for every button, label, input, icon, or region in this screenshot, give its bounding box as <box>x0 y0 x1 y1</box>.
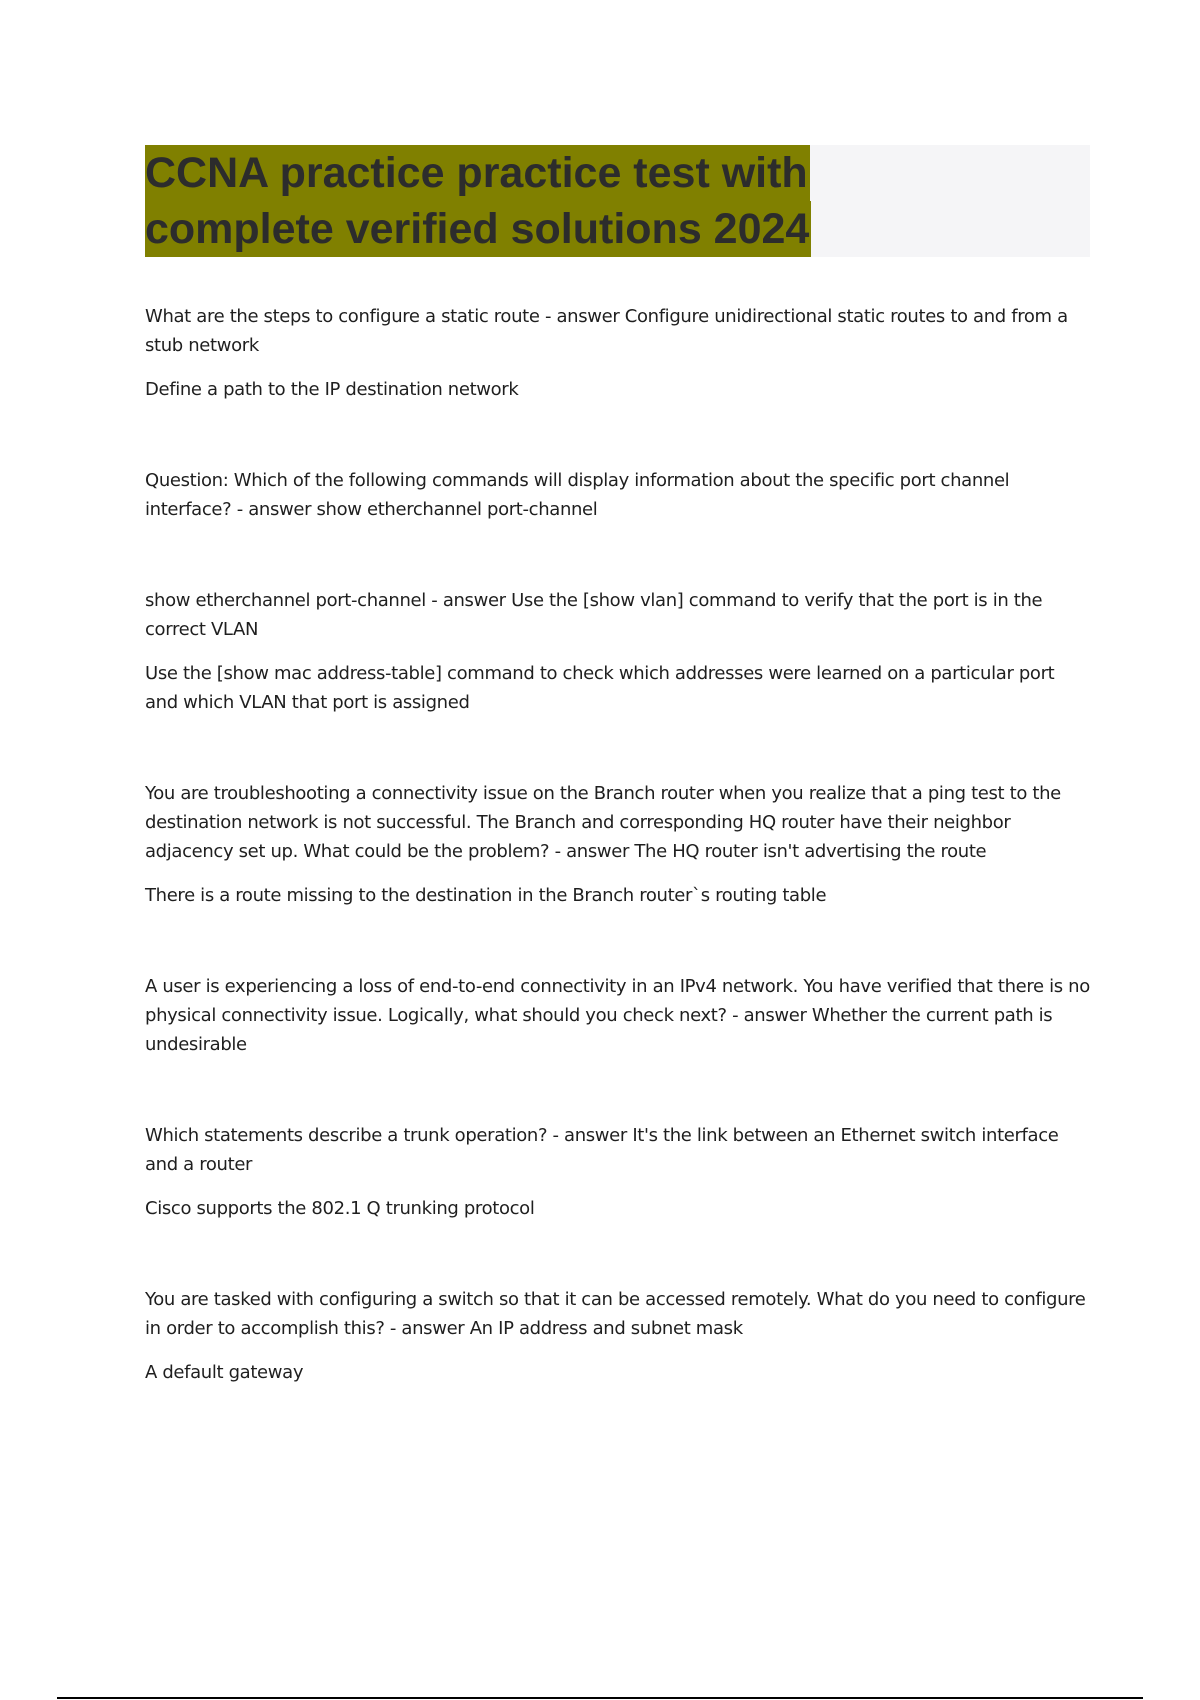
qa-answer-extra: Cisco supports the 802.1 Q trunking protocol <box>145 1198 535 1219</box>
qa-answer-extra: Define a path to the IP destination network <box>145 379 519 400</box>
qa-item <box>145 779 1090 910</box>
qa-question: You are tasked with configuring a switch so that it can be accessed remotely. What do you need to configure in order to accomplish this? - answer An IP address and subnet mask <box>145 1289 1086 1339</box>
qa-answer-extra: Use the [show mac address-table] command to check which addresses were learned on a particular port and which VLAN that port is assigned <box>145 663 1055 713</box>
qa-item <box>145 972 1090 1059</box>
qa-question: Which statements describe a trunk operation? - answer It's the link between an Ethernet switch interface and a router <box>145 1125 1059 1175</box>
footer-rule <box>57 1697 1143 1699</box>
qa-item <box>145 1121 1090 1223</box>
qa-list <box>145 302 1090 1449</box>
qa-question: Question: Which of the following commands will display information about the specific port channel interface? - answer show etherchannel port-channel <box>145 470 1010 520</box>
qa-item <box>145 586 1090 717</box>
qa-question: A user is experiencing a loss of end-to-end connectivity in an IPv4 network. You have verified that there is no physical connectivity issue. Logically, what should you check next? - answer Whether the current path is undesirable <box>145 976 1090 1055</box>
document-title <box>145 145 811 257</box>
qa-item <box>145 1285 1090 1387</box>
title-line-1: CCNA practice practice test with <box>145 145 810 201</box>
title-block <box>145 145 1090 257</box>
qa-answer-extra: There is a route missing to the destination in the Branch router`s routing table <box>145 885 827 906</box>
qa-question: show etherchannel port-channel - answer Use the [show vlan] command to verify that the port is in the correct VLAN <box>145 590 1043 640</box>
qa-answer-extra: A default gateway <box>145 1362 304 1383</box>
title-line-2: complete verified solutions 2024 <box>145 201 811 257</box>
qa-item <box>145 302 1090 404</box>
qa-question: What are the steps to configure a static route - answer Configure unidirectional static routes to and from a stub network <box>145 306 1068 356</box>
qa-question: You are troubleshooting a connectivity issue on the Branch router when you realize that a ping test to the destination network is not successful. The Branch and corresponding HQ router have their neighbor adjacency set up. What could be the problem? - answer The HQ router isn't advertising the route <box>145 783 1061 862</box>
qa-item <box>145 466 1090 524</box>
